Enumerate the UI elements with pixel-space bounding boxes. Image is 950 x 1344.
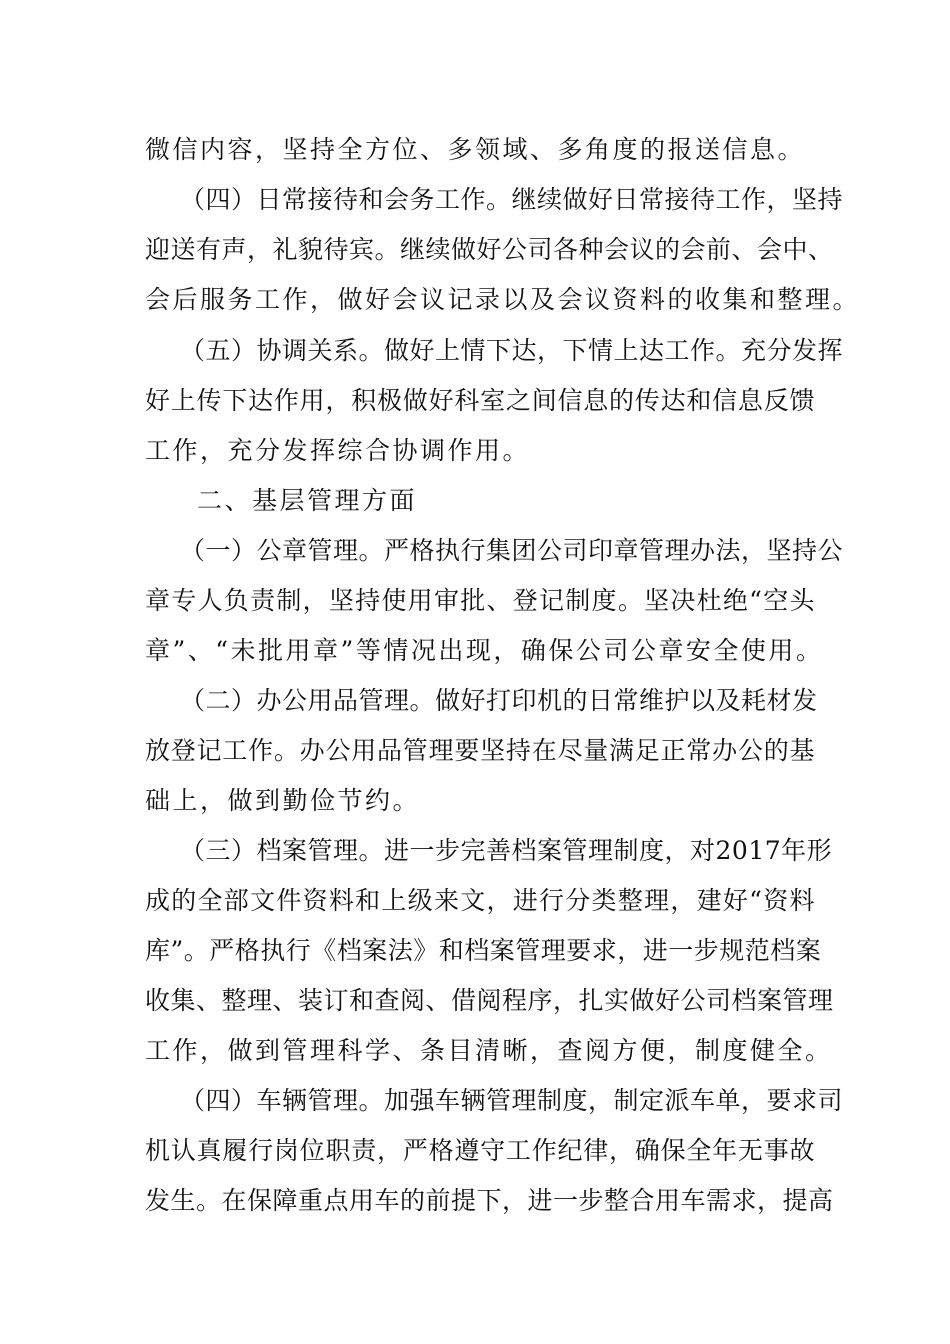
- paragraph-line: （五）协调关系。做好上情下达，下情上达工作。充分发挥: [180, 336, 844, 365]
- paragraph-line: 成的全部文件资料和上级来文，进行分类整理，建好“资料: [145, 886, 815, 915]
- paragraph-line: （二）办公用品管理。做好打印机的日常维护以及耗材发: [180, 686, 818, 715]
- paragraph-line: 础上，做到勤俭节约。: [145, 786, 421, 815]
- paragraph-line: （四）车辆管理。加强车辆管理制度，制定派车单，要求司: [180, 1086, 844, 1115]
- paragraph-line: 工作，充分发挥综合协调作用。: [145, 436, 531, 465]
- paragraph-line: 放登记工作。办公用品管理要坚持在尽量满足正常办公的基: [145, 736, 815, 765]
- paragraph-line: 发生。在保障重点用车的前提下，进一步整合用车需求，提高: [145, 1186, 834, 1215]
- paragraph-line: （四）日常接待和会务工作。继续做好日常接待工作，坚持: [180, 185, 844, 214]
- paragraph-line: 章”、“未批用章”等情况出现，确保公司公章安全使用。: [145, 636, 824, 665]
- paragraph-line: 工作，做到管理科学、条目清晰，查阅方便，制度健全。: [145, 1036, 833, 1065]
- paragraph-line: 会后服务工作，做好会议记录以及会议资料的收集和整理。: [145, 285, 861, 314]
- section-heading: 二、基层管理方面: [197, 486, 418, 515]
- paragraph-line: 好上传下达作用，积极做好科室之间信息的传达和信息反馈: [145, 386, 815, 415]
- paragraph-line: 迎送有声，礼貌待宾。继续做好公司各种会议的会前、会中、: [145, 235, 834, 264]
- paragraph-line: 收集、整理、装订和查阅、借阅程序，扎实做好公司档案管理: [145, 986, 834, 1015]
- paragraph-line: 机认真履行岗位职责，严格遵守工作纪律，确保全年无事故: [145, 1136, 815, 1165]
- paragraph-line: 章专人负责制，坚持使用审批、登记制度。坚决杜绝“空头: [145, 586, 815, 615]
- paragraph-line: （三）档案管理。进一步完善档案管理制度，对2017年形: [180, 836, 833, 865]
- paragraph-line: 库”。严格执行《档案法》和档案管理要求，进一步规范档案: [145, 936, 822, 965]
- paragraph-line: （一）公章管理。严格执行集团公司印章管理办法，坚持公: [180, 536, 844, 565]
- paragraph-line: 微信内容，坚持全方位、多领域、多角度的报送信息。: [145, 135, 806, 164]
